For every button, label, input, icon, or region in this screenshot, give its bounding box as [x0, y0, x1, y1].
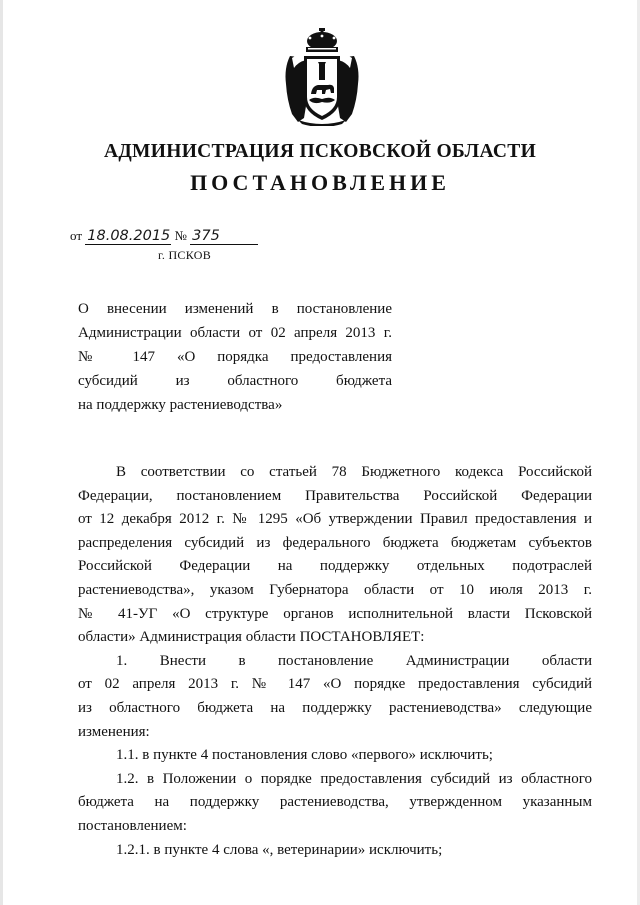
body-line: области» Администрация области ПОСТАНОВЛЯЕТ: [78, 629, 425, 646]
body-line: от 12 декабря 2012 г. № 1295 «Об утверждении Правил предоставления и [78, 511, 592, 528]
date-prefix: от [70, 228, 83, 243]
number-prefix: № [174, 228, 187, 243]
subject-line: О внесении изменений в постановление [78, 301, 392, 317]
document-number: 375 [190, 228, 258, 245]
document-date: 18.08.2015 [87, 228, 171, 244]
pskov-coat-of-arms-icon [284, 28, 360, 126]
body-line: изменения: [78, 723, 150, 740]
organization-name: АДМИНИСТРАЦИЯ ПСКОВСКОЙ ОБЛАСТИ [103, 141, 537, 162]
body-line: постановлением: [78, 817, 187, 834]
body-line: 1.2. в Положении о порядке предоставления субсидий из областного [116, 770, 592, 787]
body-line: распределения субсидий из федерального бюджета бюджетам субъектов [78, 534, 592, 551]
body-line: 1. Внести в постановление Администрации области [116, 652, 592, 669]
subject-line: на поддержку растениеводства» [78, 397, 283, 413]
subject-line: Администрации области от 02 апреля 2013 г. [78, 325, 392, 341]
body-line: В соответствии со статьей 78 Бюджетного кодекса Российской [116, 464, 592, 480]
subject-line: субсидий из областного бюджета [78, 373, 392, 389]
subject-line: № 147 «О порядка предоставления [78, 349, 392, 365]
body-line: Федерации, постановлением Правительства Российской Федерации [78, 487, 592, 504]
document-body [78, 461, 592, 862]
body-line: Российской Федерации на поддержку отдельных подотраслей [78, 558, 592, 575]
body-line: 1.1. в пункте 4 постановления слово «первого» исключить; [116, 747, 493, 764]
body-line: № 41-УГ «О структуре органов исполнительной власти Псковской [78, 605, 592, 622]
city: г. ПСКОВ [158, 248, 212, 262]
body-line: от 02 апреля 2013 г. № 147 «О порядке предоставления субсидий [78, 676, 592, 693]
body-line: из областного бюджета на поддержку растениеводства» следующие [78, 699, 592, 716]
page-edge [0, 0, 3, 905]
date-number-line [70, 228, 258, 245]
body-line: растениеводства», указом Губернатора области от 10 июля 2013 г. [78, 581, 592, 598]
document-subject [78, 297, 392, 417]
body-line: 1.2.1. в пункте 4 слова «, ветеринарии» исключить; [116, 841, 443, 858]
body-line: бюджета на поддержку растениеводства, утвержденном указанным [78, 794, 592, 811]
document-type: ПОСТАНОВЛЕНИЕ [190, 170, 450, 195]
